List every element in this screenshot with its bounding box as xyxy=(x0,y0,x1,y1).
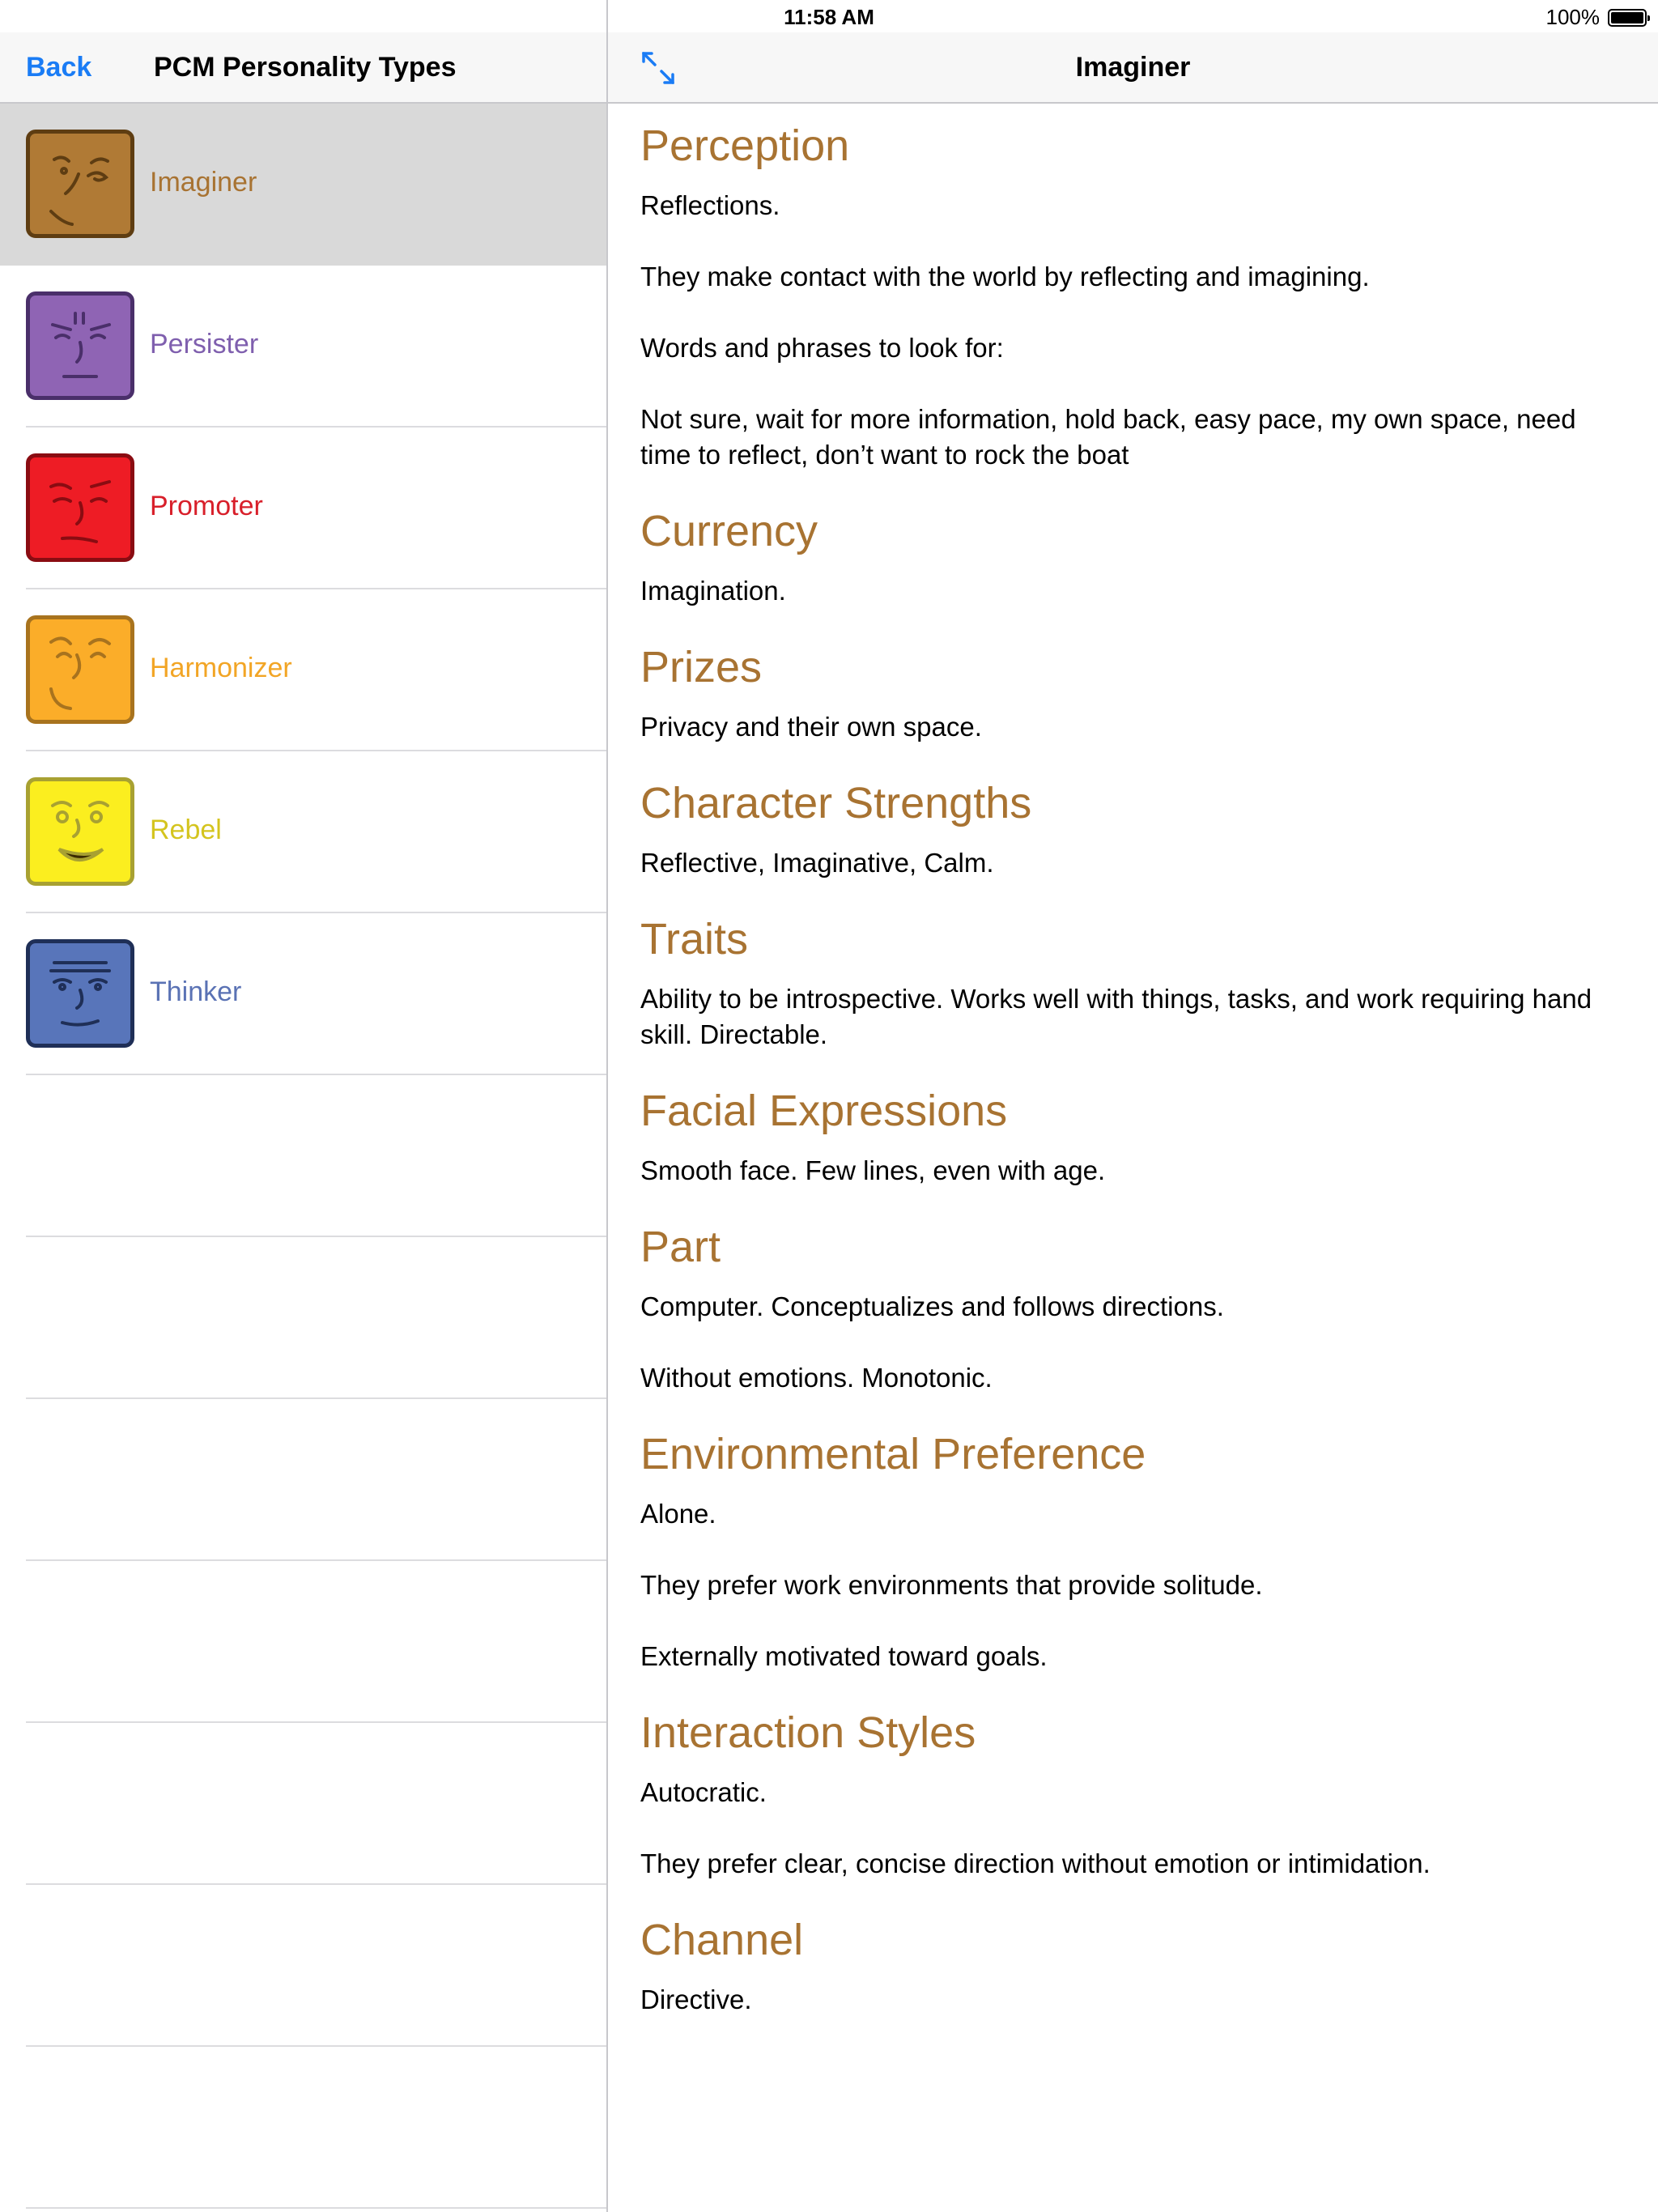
section-channel xyxy=(640,1914,1628,2018)
section-paragraph: Reflective, Imaginative, Calm. xyxy=(640,848,994,878)
section-paragraph: They prefer clear, concise direction without emotion or intimidation. xyxy=(640,1848,1431,1878)
section-heading: Facial Expressions xyxy=(640,1087,1008,1135)
section-heading: Channel xyxy=(640,1916,804,1964)
section-interaction-styles xyxy=(640,1707,1628,1882)
list-item-persister[interactable] xyxy=(0,266,606,428)
empty-row xyxy=(0,1075,606,1237)
section-paragraph: Directive. xyxy=(640,1984,752,2014)
list-item-rebel[interactable] xyxy=(0,751,606,913)
section-prizes xyxy=(640,641,1628,745)
list-item-thinker[interactable] xyxy=(0,913,606,1075)
section-paragraph: Externally motivated toward goals. xyxy=(640,1641,1048,1671)
list-item-label: Promoter xyxy=(150,491,263,521)
list-item-label: Imaginer xyxy=(150,167,257,198)
section-paragraph: Privacy and their own space. xyxy=(640,712,982,742)
section-environmental-preference xyxy=(640,1428,1628,1674)
detail-content xyxy=(640,120,1628,2050)
section-paragraph: They make contact with the world by reflecting and imagining. xyxy=(640,262,1370,291)
list-item-label: Rebel xyxy=(150,815,222,845)
master-nav-bar xyxy=(0,32,606,104)
section-heading: Prizes xyxy=(640,643,763,691)
promoter-face-icon xyxy=(26,453,134,562)
section-heading: Perception xyxy=(640,121,850,170)
section-heading: Traits xyxy=(640,915,748,963)
list-item-harmonizer[interactable] xyxy=(0,589,606,751)
section-paragraph: Smooth face. Few lines, even with age. xyxy=(640,1155,1106,1185)
section-heading: Character Strengths xyxy=(640,779,1032,827)
detail-pane xyxy=(608,0,1658,2212)
rebel-face-icon xyxy=(26,777,134,886)
section-traits xyxy=(640,913,1628,1053)
persister-face-icon xyxy=(26,291,134,400)
section-facial-expressions xyxy=(640,1085,1628,1189)
section-paragraph: Without emotions. Monotonic. xyxy=(640,1363,993,1393)
list-item-label: Thinker xyxy=(150,976,242,1007)
section-paragraph: Computer. Conceptualizes and follows directions. xyxy=(640,1291,1224,1321)
master-title: PCM Personality Types xyxy=(154,52,457,83)
back-button[interactable]: Back xyxy=(26,52,92,83)
battery-percent: 100% xyxy=(1545,5,1600,29)
list-item-promoter[interactable] xyxy=(0,428,606,589)
section-paragraph: Imagination. xyxy=(640,576,786,606)
list-item-label: Harmonizer xyxy=(150,653,292,683)
section-character-strengths xyxy=(640,777,1628,881)
section-heading: Interaction Styles xyxy=(640,1708,976,1757)
personality-list xyxy=(0,104,606,2209)
section-perception xyxy=(640,120,1628,473)
empty-row xyxy=(0,1885,606,2047)
empty-row xyxy=(0,1399,606,1561)
section-paragraph: Words and phrases to look for: xyxy=(640,333,1004,363)
section-heading: Environmental Preference xyxy=(640,1430,1146,1478)
section-heading: Currency xyxy=(640,507,818,555)
list-item-imaginer[interactable] xyxy=(0,104,606,266)
thinker-face-icon xyxy=(26,939,134,1048)
section-paragraph: Not sure, wait for more information, hold back, easy pace, my own space, need time to reflect, don’t want to rock the boat xyxy=(640,404,1576,470)
list-item-label: Persister xyxy=(150,329,259,359)
row-separator xyxy=(26,2207,606,2209)
detail-nav-bar xyxy=(608,32,1658,104)
clock: 11:58 AM xyxy=(784,5,874,29)
section-paragraph: Autocratic. xyxy=(640,1777,767,1807)
imaginer-face-icon xyxy=(26,130,134,238)
master-pane xyxy=(0,0,606,2212)
empty-row xyxy=(0,2047,606,2209)
section-paragraph: They prefer work environments that provide solitude. xyxy=(640,1570,1263,1600)
section-heading: Part xyxy=(640,1223,721,1271)
section-paragraph: Alone. xyxy=(640,1499,716,1529)
empty-row xyxy=(0,1723,606,1885)
section-part xyxy=(640,1221,1628,1396)
section-paragraph: Reflections. xyxy=(640,190,780,220)
empty-row xyxy=(0,1237,606,1399)
empty-row xyxy=(0,1561,606,1723)
section-paragraph: Ability to be introspective. Works well with things, tasks, and work requiring hand skill. Directable. xyxy=(640,984,1592,1049)
harmonizer-face-icon xyxy=(26,615,134,724)
detail-title: Imaginer xyxy=(1075,52,1191,83)
section-currency xyxy=(640,505,1628,609)
